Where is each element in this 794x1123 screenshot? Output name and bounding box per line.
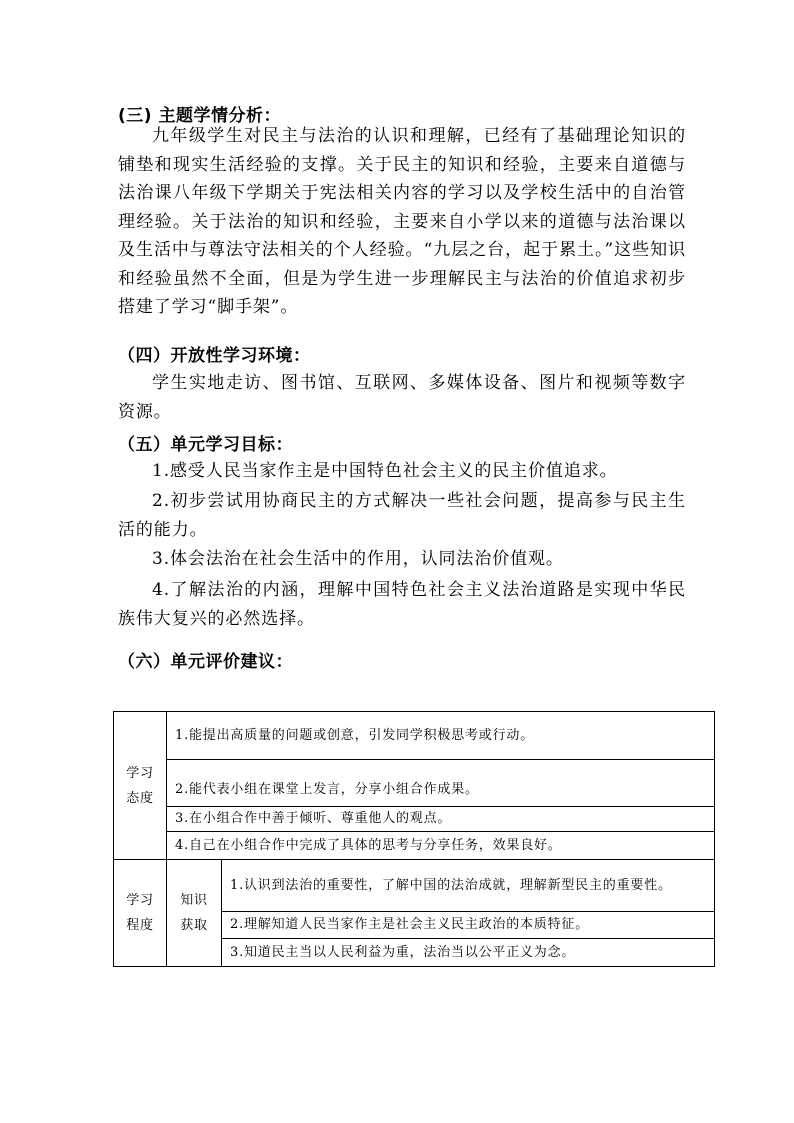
goal-2: 2.初步尝试用协商民主的方式解决一些社会问题，提高参与民主生活的能力。 <box>118 491 686 540</box>
goal-3: 3.体会法治在社会生活中的作用，认同法治价值观。 <box>152 549 564 569</box>
section3-paragraph: 九年级学生对民主与法治的认识和理解，已经有了基础理论知识的铺垫和现实生活经验的支撑。关于民主的知识和经验，主要来自道德与法治课八年级下学期关于宪法相关内容的学习以及学校生活中的自治管理经验。关于法治的知识和经验，主要来自小学以来的道德与法治课以及生活中与尊法守法相关的个人经验。“九层之台，起于累土。”这些知识和经验虽然不全面，但是为学生进一步理解民主与法治的价值追求初步搭建了学习“脚手架”。 <box>118 126 686 317</box>
section4-heading: （四）开放性学习环境： <box>118 346 311 366</box>
degree-item-1: 1.认识到法治的重要性，了解中国的法治成就，理解新型民主的重要性。 <box>222 860 715 912</box>
section6-heading: （六）单元评价建议： <box>118 652 293 672</box>
table-row <box>114 807 715 832</box>
degree-item-2: 2.理解知道人民当家作主是社会主义民主政治的本质特征。 <box>222 912 715 939</box>
attitude-category: 学习态度 <box>114 712 167 860</box>
table-row <box>114 760 715 807</box>
attitude-item-4: 4.自己在小组合作中完成了具体的思考与分享任务，效果良好。 <box>167 832 715 860</box>
table-row <box>114 712 715 760</box>
section4-paragraph: 学生实地走访、图书馆、互联网、多媒体设备、图片和视频等数字资源。 <box>118 373 686 422</box>
table-row <box>114 832 715 860</box>
attitude-item-1: 1.能提出高质量的问题或创意，引发同学积极思考或行动。 <box>167 712 715 760</box>
degree-item-3: 3.知道民主当以人民利益为重，法治当以公平正义为念。 <box>222 939 715 967</box>
degree-category: 学习程度 <box>114 860 167 967</box>
goal-1: 1.感受人民当家作主是中国特色社会主义的民主价值追求。 <box>152 461 618 481</box>
knowledge-subcategory: 知识获取 <box>167 860 222 967</box>
attitude-item-3: 3.在小组合作中善于倾听、尊重他人的观点。 <box>167 807 715 832</box>
table-row <box>114 860 715 912</box>
evaluation-table <box>113 711 715 967</box>
attitude-item-2: 2.能代表小组在课堂上发言，分享小组合作成果。 <box>167 760 715 807</box>
section5-heading: （五）单元学习目标： <box>118 435 293 455</box>
goal-4: 4.了解法治的内涵，理解中国特色社会主义法治道路是实现中华民族伟大复兴的必然选择。 <box>118 580 686 629</box>
section3-heading: (三) 主题学情分析： <box>118 106 281 126</box>
